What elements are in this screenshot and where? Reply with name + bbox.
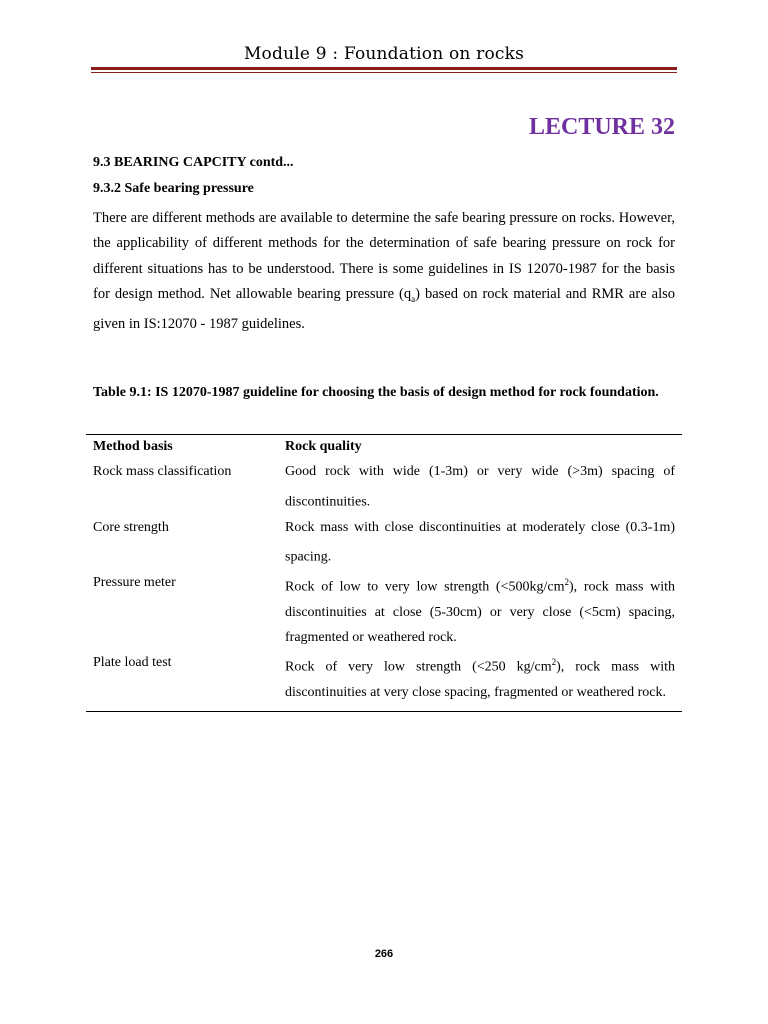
paragraph-text-1: There are different methods are available to determine the safe bearing pressure on rocks. However, the applicability of different methods for the determination of safe bearing pressure on rock for different situations has to be understood. There is some guidelines in IS 12070-1987 for the basis for design method. Net allowable bearing pressure (q — [93, 210, 675, 302]
table-row — [93, 515, 675, 570]
table-header-row — [93, 434, 675, 459]
page-number: 266 — [374, 948, 394, 960]
method-cell: Pressure meter — [93, 574, 176, 590]
subsection-heading: 9.3.2 Safe bearing pressure — [93, 181, 254, 196]
body-paragraph — [93, 206, 675, 337]
guideline-table — [93, 434, 675, 706]
quality-cell — [285, 650, 675, 705]
table-row — [93, 650, 675, 705]
table-bottom-rule — [86, 711, 682, 712]
quality-text-cont: ), rock mass with discontinuities at close (5-30cm) or very close (<5cm) spacing, fragmented or weathered rock. — [285, 579, 675, 646]
paragraph-subscript: a — [411, 293, 416, 304]
quality-text: Rock mass with close discontinuities at moderately close (0.3-1m) spacing. — [285, 519, 675, 565]
table-row — [93, 459, 675, 514]
section-heading: 9.3 BEARING CAPCITY contd... — [93, 155, 294, 170]
lecture-title: LECTURE 32 — [528, 114, 675, 140]
quality-text: Good rock with wide (1-3m) or very wide (>3m) spacing of discontinuities. — [285, 464, 675, 510]
quality-cell — [285, 570, 675, 651]
quality-cell — [285, 515, 675, 570]
quality-text: Rock of very low strength (<250 kg/cm — [285, 660, 552, 675]
quality-superscript: 2 — [551, 657, 557, 668]
quality-text: Rock of low to very low strength (<500kg/cm — [285, 579, 565, 595]
header-method-basis: Method basis — [93, 439, 173, 454]
header-rule-thin — [91, 72, 677, 73]
quality-cell — [285, 459, 675, 514]
table-row — [93, 570, 675, 651]
paragraph-text-2: ) based on rock material and RMR are also given in IS:12070 - 1987 guidelines. — [93, 285, 675, 333]
table-caption: Table 9.1: IS 12070-1987 guideline for choosing the basis of design method for rock foundation. — [93, 385, 659, 400]
method-cell: Plate load test — [93, 655, 172, 671]
quality-superscript: 2 — [564, 576, 569, 587]
method-cell: Core strength — [93, 519, 169, 535]
quality-text-cont: ), rock mass with discontinuities at very close spacing, fragmented or weathered rock. — [285, 660, 675, 701]
module-title: Module 9 : Foundation on rocks — [243, 44, 525, 64]
header-rule-thick — [91, 67, 677, 70]
method-cell: Rock mass classification — [93, 464, 232, 480]
header-rock-quality: Rock quality — [285, 439, 362, 454]
